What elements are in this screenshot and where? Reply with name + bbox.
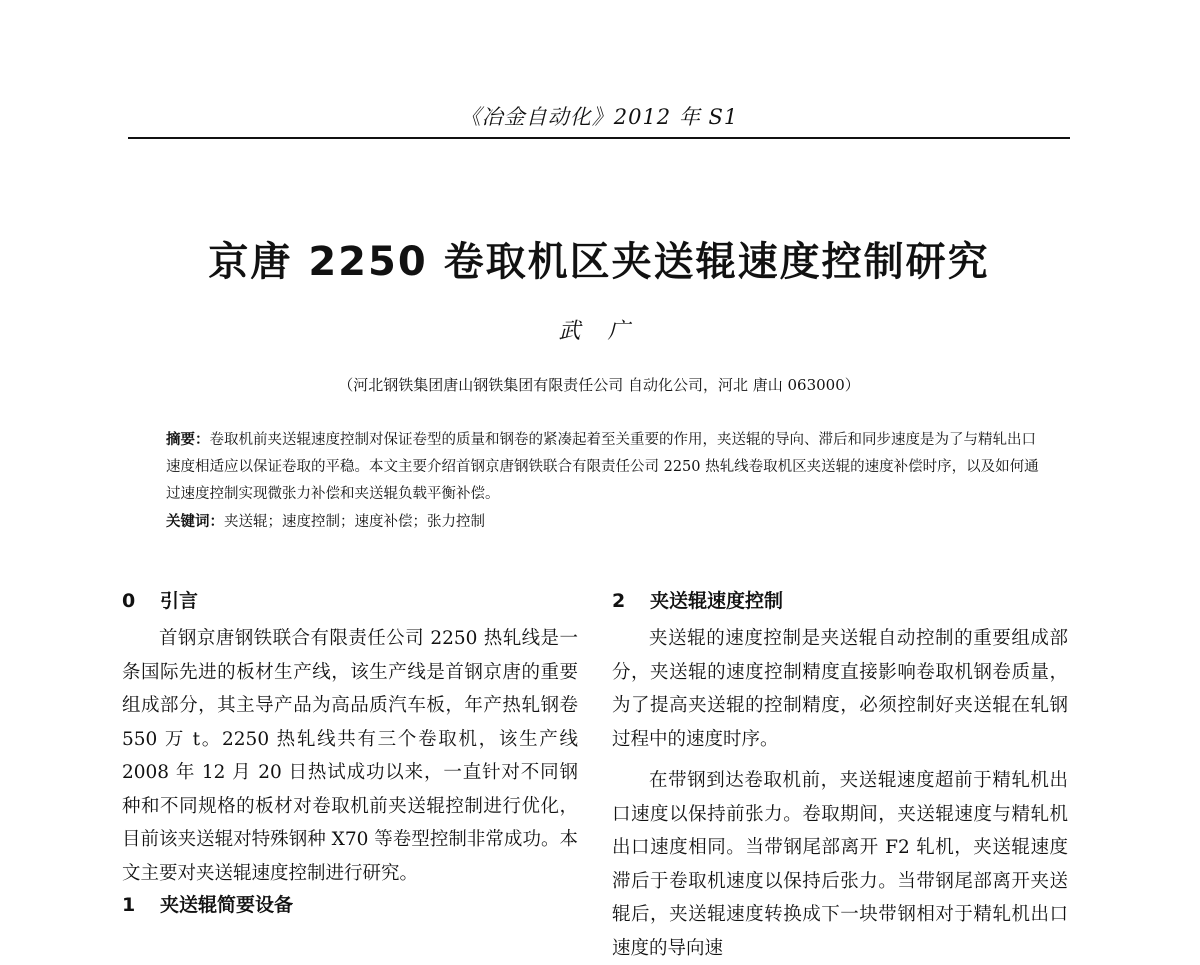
- right-column: [612, 586, 1068, 965]
- section-number: 1: [122, 894, 136, 916]
- section-title: 夹送辊速度控制: [650, 590, 784, 612]
- abstract-label: 摘要：: [166, 431, 210, 448]
- section-number: 2: [612, 590, 626, 612]
- section-title: 引言: [160, 590, 199, 612]
- paper-title: 京唐 2250 卷取机区夹送辊速度控制研究: [208, 239, 990, 285]
- speed-control-paragraph-1: 夹送辊的速度控制是夹送辊自动控制的重要组成部分，夹送辊的速度控制精度直接影响卷取机钢卷质量，为了提高夹送辊的控制精度，必须控制好夹送辊在轧钢过程中的速度时序。: [612, 628, 1068, 750]
- intro-paragraph: 首钢京唐钢铁联合有限责任公司 2250 热轧线是一条国际先进的板材生产线，该生产线是首钢京唐的重要组成部分，其主导产品为高品质汽车板，年产热轧钢卷 550 万 t。2250 热轧线共有三个卷取机，该生产线 2008 年 12 月 20 日热试成功以来，一直针对不同钢种和不同规格的板材对卷取机前夹送辊控制进行优化，目前该夹送辊对特殊钢种 X70 等卷型控制非常成功。本文主要对夹送辊速度控制进行研究。: [122, 628, 578, 884]
- section-number: 0: [122, 590, 136, 612]
- journal-header: 《冶金自动化》2012 年 S1: [459, 105, 739, 129]
- author: 武 广: [558, 319, 640, 344]
- keywords-label: 关键词：: [166, 513, 224, 530]
- abstract-block: [166, 426, 1046, 536]
- keywords-text: 夹送辊；速度控制；速度补偿；张力控制: [224, 514, 485, 530]
- abstract-text: 卷取机前夹送辊速度控制对保证卷型的质量和钢卷的紧凑起着至关重要的作用，夹送辊的导向、滞后和同步速度是为了与精轧出口速度相适应以保证卷取的平稳。本文主要介绍首钢京唐钢铁联合有限责任公司 2250 热轧线卷取机区夹送辊的速度补偿时序，以及如何通过速度控制实现微张力补偿和夹送辊负载平衡补偿。: [166, 432, 1039, 502]
- section-title: 夹送辊简要设备: [160, 894, 294, 916]
- section-heading-0: [122, 586, 578, 622]
- affiliation: （河北钢铁集团唐山钢铁集团有限责任公司 自动化公司，河北 唐山 063000）: [338, 376, 860, 394]
- keywords: [166, 508, 1046, 536]
- speed-control-paragraph-2: 在带钢到达卷取机前，夹送辊速度超前于精轧机出口速度以保持前张力。卷取期间，夹送辊速度与精轧机出口速度相同。当带钢尾部离开 F2 轧机，夹送辊速度滞后于卷取机速度以保持后张力。当带钢尾部离开夹送辊后，夹送辊速度转换成下一块带钢相对于精轧机出口速度的导向速: [612, 770, 1068, 959]
- section-heading-2: [612, 586, 1068, 622]
- section-heading-1: [122, 890, 578, 926]
- paragraph-gap: [612, 756, 1068, 764]
- abstract: [166, 426, 1046, 508]
- header-rule: [128, 137, 1070, 139]
- left-column: [122, 586, 578, 926]
